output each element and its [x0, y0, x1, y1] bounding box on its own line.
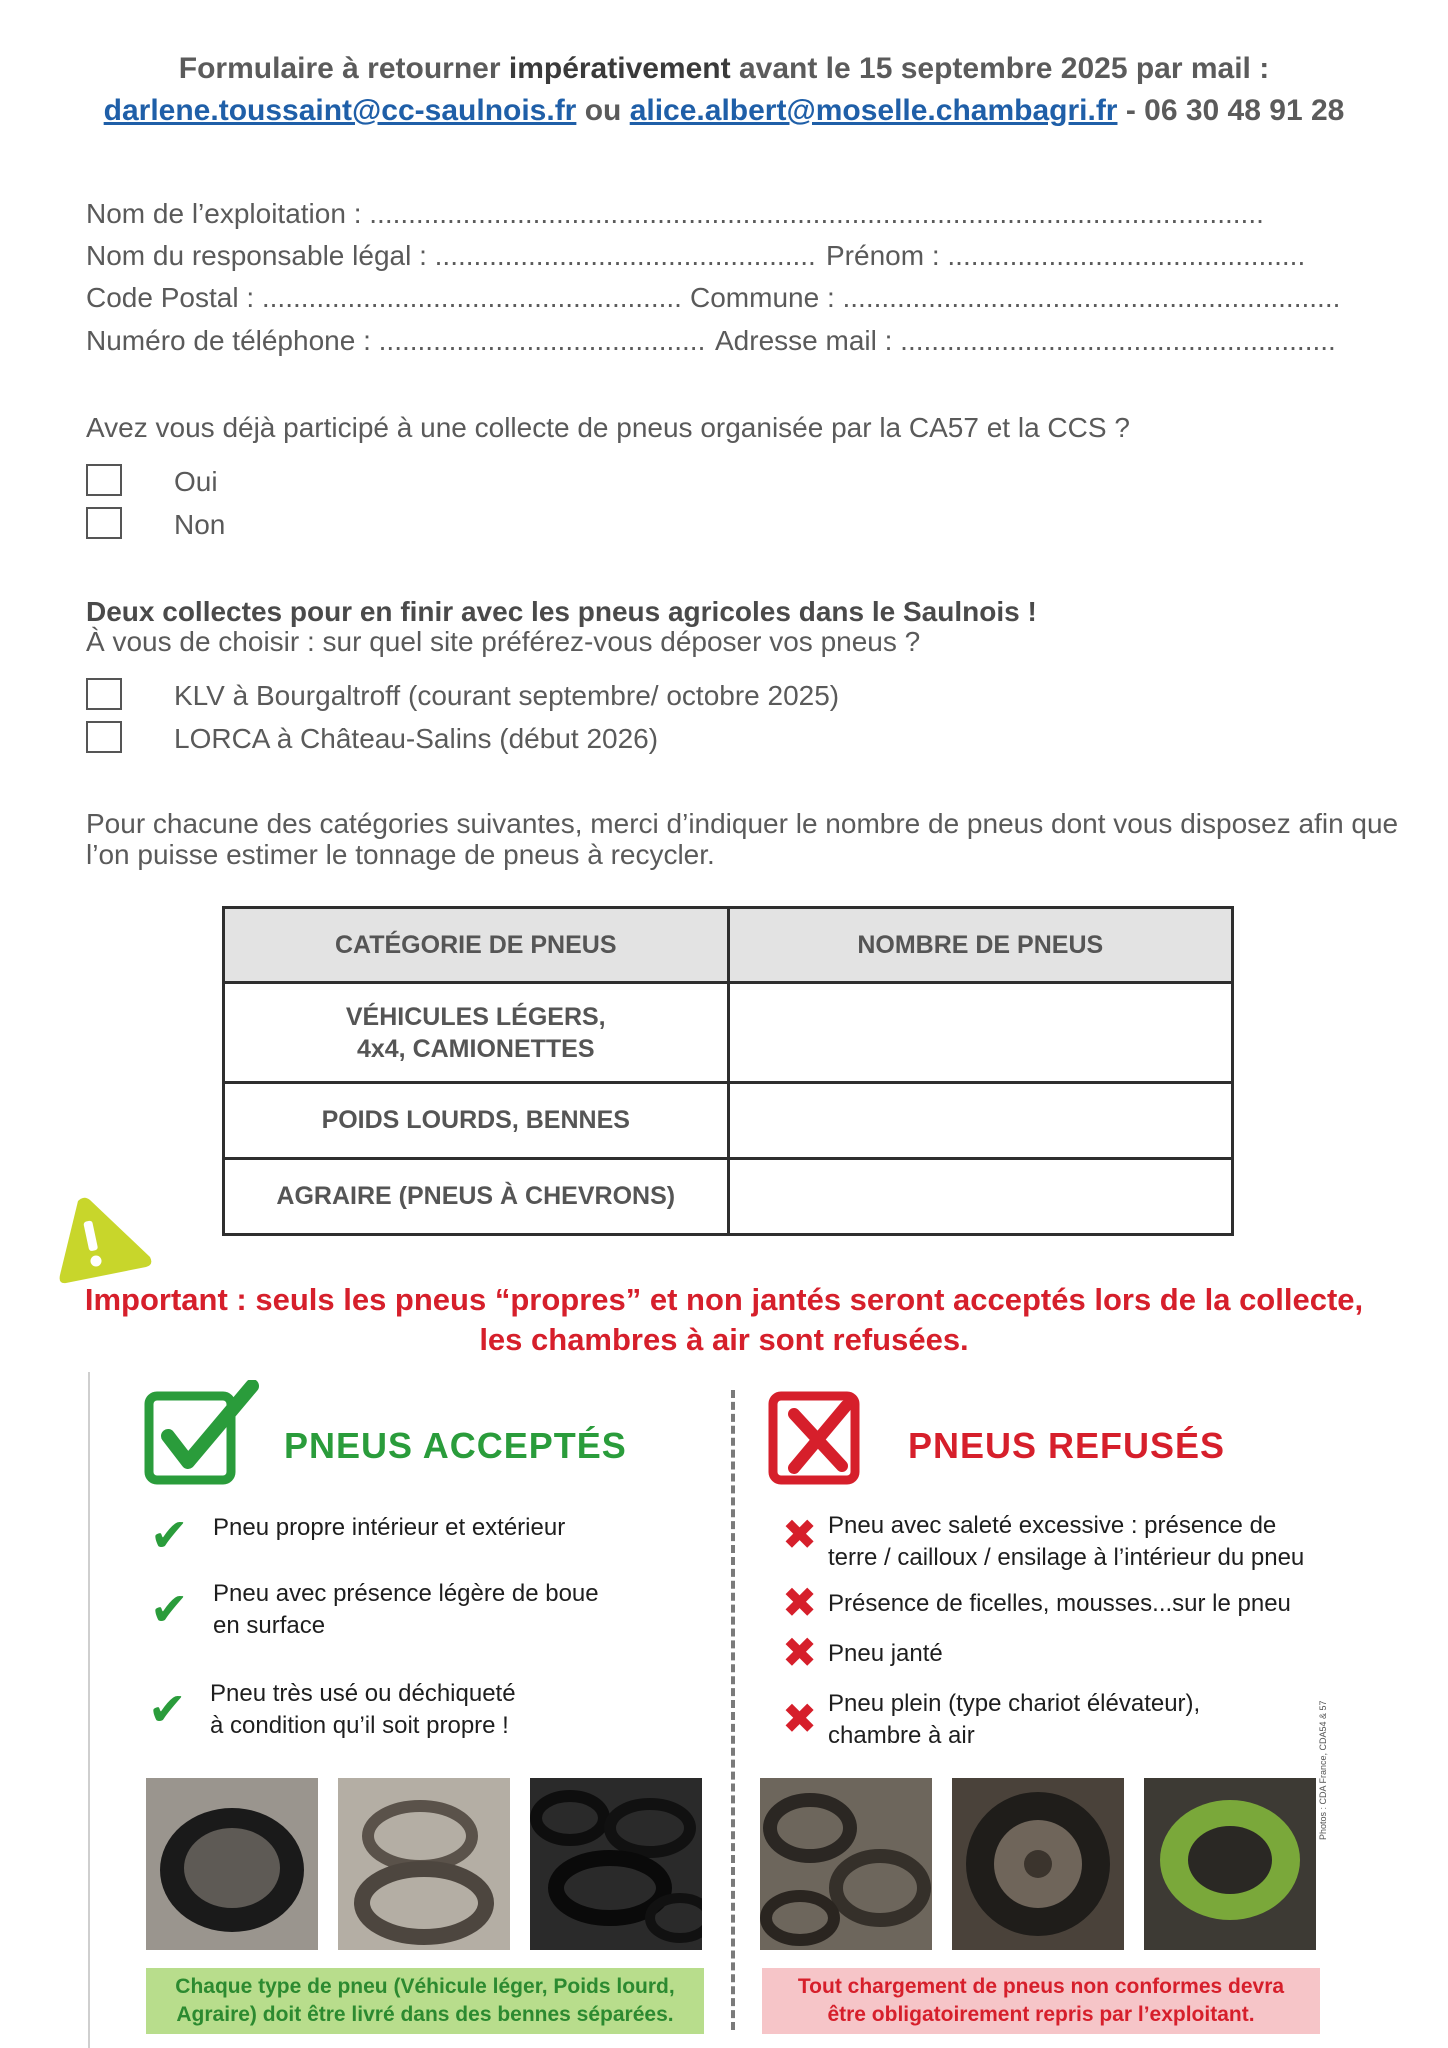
question-categories-line-1: Pour chacune des catégories suivantes, merci d’indiquer le nombre de pneus dont vous disposez afin que	[86, 808, 1399, 839]
label-oui: Oui	[174, 466, 218, 497]
photo-worn-tyres	[530, 1778, 702, 1950]
field-prenom[interactable]: Prénom : ..............................................	[826, 240, 1306, 271]
check-icon: ✔	[148, 1683, 187, 1735]
tyre-graphic	[952, 1778, 1124, 1950]
field-responsable[interactable]: Nom du responsable légal : .................................................	[86, 240, 816, 271]
big-check-icon	[144, 1380, 262, 1488]
refused-item-line: chambre à air	[828, 1722, 975, 1749]
accepted-title: PNEUS ACCEPTÉS	[284, 1425, 627, 1466]
table-row	[224, 1159, 1233, 1235]
big-cross-icon	[768, 1380, 878, 1488]
refused-title: PNEUS REFUSÉS	[908, 1425, 1226, 1466]
photo-rimmed-tyre	[952, 1778, 1124, 1950]
label-non: Non	[174, 509, 226, 540]
question-participation: Avez vous déjà participé à une collecte de pneus organisée par la CA57 et la CCS ?	[86, 412, 1130, 443]
tyre-graphic	[760, 1778, 932, 1950]
count-input-light-vehicles[interactable]	[728, 983, 1233, 1083]
accepted-item-line: Pneu avec présence légère de boue	[213, 1580, 599, 1607]
field-commune[interactable]: Commune : ................................................................	[690, 282, 1341, 313]
count-input-heavy-trucks[interactable]	[728, 1083, 1233, 1159]
dashed-divider	[731, 1390, 735, 2030]
important-notice	[0, 1280, 1448, 1360]
header-text: Formulaire à retourner	[178, 52, 509, 85]
label-lorca: LORCA à Château-Salins (début 2026)	[174, 723, 659, 754]
cross-icon: ✖	[782, 1629, 818, 1676]
photo-dirty-tyres	[760, 1778, 932, 1950]
header-emphasis: impérativement	[508, 52, 731, 85]
accepted-item	[210, 1678, 610, 1742]
refused-item-line: Pneu avec saleté excessive : présence de	[828, 1512, 1277, 1539]
category-cell	[224, 983, 729, 1083]
header-categorie: CATÉGORIE DE PNEUS	[224, 908, 729, 983]
accepted-footer-line: Chaque type de pneu (Véhicule léger, Poids lourd,	[175, 1975, 675, 1998]
photo-mossy-tyre	[1144, 1778, 1316, 1950]
warning-icon	[58, 1195, 154, 1285]
header-line-1	[0, 48, 1448, 90]
check-icon: ✔	[150, 1583, 189, 1635]
checkbox-klv[interactable]	[86, 678, 122, 710]
refused-item-line: terre / cailloux / ensilage à l’intérieur du pneu	[828, 1544, 1305, 1571]
field-telephone[interactable]: Numéro de téléphone : ..........................................	[86, 325, 706, 356]
accepted-item-line: en surface	[213, 1612, 326, 1639]
header-or: ou	[576, 94, 630, 127]
header-text-end: avant le 15 septembre 2025 par mail :	[730, 52, 1270, 85]
tyre-graphic	[338, 1778, 510, 1950]
count-input-agricultural[interactable]	[728, 1159, 1233, 1235]
refused-item	[828, 1688, 1318, 1752]
form-header	[0, 48, 1448, 132]
refused-footer-box	[762, 1968, 1320, 2034]
refused-item	[828, 1638, 1318, 1670]
tyre-graphic	[1144, 1778, 1316, 1950]
refused-item	[828, 1510, 1318, 1574]
category-line-2: 4x4, CAMIONETTES	[356, 1034, 595, 1063]
tyre-table	[222, 906, 1234, 1236]
checkbox-lorca[interactable]	[86, 721, 122, 753]
question-categories-line-2: l’on puisse estimer le tonnage de pneus à recycler.	[86, 839, 715, 870]
check-icon: ✔	[150, 1509, 189, 1561]
accepted-footer-line: Agraire) doit être livré dans des bennes séparées.	[176, 2003, 674, 2026]
table-header-row	[224, 908, 1233, 983]
checkbox-non[interactable]	[86, 507, 122, 539]
category-cell: AGRAIRE (PNEUS À CHEVRONS)	[224, 1159, 729, 1235]
left-divider	[88, 1372, 90, 2048]
refused-item-line: Pneu janté	[828, 1640, 943, 1667]
header-nombre: NOMBRE DE PNEUS	[728, 908, 1233, 983]
table-row	[224, 983, 1233, 1083]
accepted-item	[213, 1578, 633, 1642]
cross-icon: ✖	[782, 1579, 818, 1626]
header-phone: - 06 30 48 91 28	[1117, 94, 1345, 127]
question-collectes-text: À vous de choisir : sur quel site préférez-vous déposer vos pneus ?	[86, 626, 921, 657]
accepted-footer-box	[146, 1968, 704, 2034]
refused-item-line: Pneu plein (type chariot élévateur),	[828, 1690, 1201, 1717]
checkbox-oui[interactable]	[86, 464, 122, 496]
question-collectes-title: Deux collectes pour en finir avec les pneus agricoles dans le Saulnois !	[86, 596, 1037, 627]
refused-item-line: Présence de ficelles, mousses...sur le pneu	[828, 1590, 1291, 1617]
photo-credit: Photos : CDA France, CDA54 & 57	[1318, 1700, 1328, 1840]
photo-muddy-tyre	[338, 1778, 510, 1950]
field-exploitation[interactable]: Nom de l’exploitation : ...................................................................................................................	[86, 198, 1264, 229]
email-link-chambagri[interactable]: alice.albert@moselle.chambagri.fr	[629, 94, 1118, 127]
refused-item	[828, 1588, 1318, 1620]
question-categories	[86, 808, 1398, 870]
table-row	[224, 1083, 1233, 1159]
email-link-cc-saulnois[interactable]: darlene.toussaint@cc-saulnois.fr	[103, 94, 577, 127]
accepted-item-line: Pneu très usé ou déchiqueté	[210, 1680, 516, 1707]
accepted-item-line: à condition qu’il soit propre !	[210, 1712, 509, 1739]
accepted-item-line: Pneu propre intérieur et extérieur	[213, 1514, 566, 1541]
field-code-postal[interactable]: Code Postal : ......................................................	[86, 282, 682, 313]
photo-clean-tyre	[146, 1778, 318, 1950]
header-line-2	[0, 90, 1448, 132]
refused-footer-line: être obligatoirement repris par l’exploitant.	[827, 2003, 1255, 2026]
label-klv: KLV à Bourgaltroff (courant septembre/ octobre 2025)	[174, 680, 840, 711]
important-line-2: les chambres à air sont refusées.	[479, 1322, 969, 1357]
cross-icon: ✖	[782, 1511, 818, 1558]
important-line-1: Important : seuls les pneus “propres” et non jantés seront acceptés lors de la collecte,	[84, 1282, 1364, 1317]
cross-icon: ✖	[782, 1695, 818, 1742]
category-line-1: VÉHICULES LÉGERS,	[345, 1002, 606, 1031]
field-mail[interactable]: Adresse mail : ........................................................	[715, 325, 1336, 356]
refused-footer-line: Tout chargement de pneus non conformes devra	[797, 1975, 1285, 1998]
category-cell: POIDS LOURDS, BENNES	[224, 1083, 729, 1159]
tyre-graphic	[530, 1778, 702, 1950]
accepted-item	[213, 1512, 613, 1544]
tyre-graphic	[146, 1778, 318, 1950]
